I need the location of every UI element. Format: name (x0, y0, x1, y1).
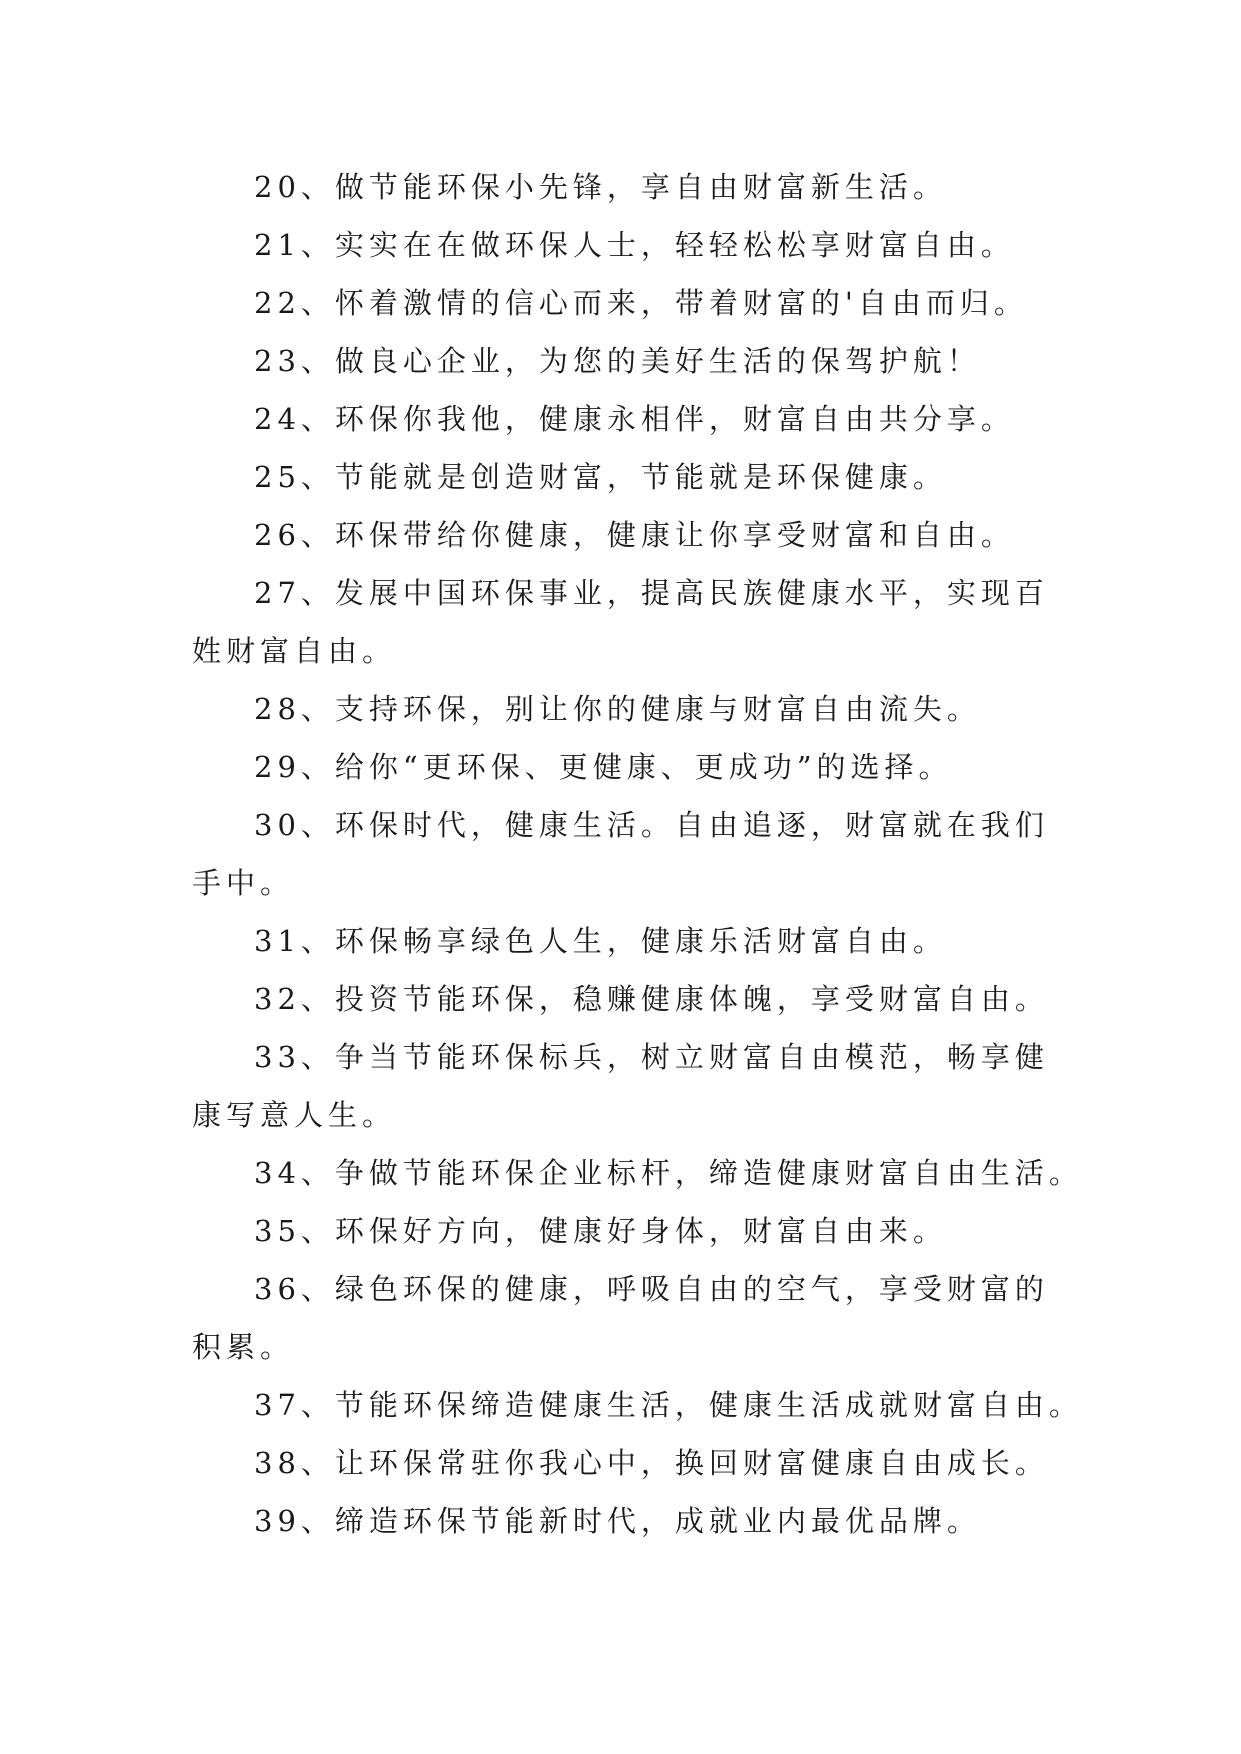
slogan-33: 33、争当节能环保标兵，树立财富自由模范，畅享健康写意人生。 (192, 1040, 1049, 1132)
slogan-21: 21、实实在在做环保人士，轻轻松松享财富自由。 (254, 228, 1015, 262)
slogan-36: 36、绿色环保的健康，呼吸自由的空气，享受财富的积累。 (192, 1272, 1049, 1364)
slogan-32: 32、投资节能环保，稳赚健康体魄，享受财富自由。 (254, 982, 1049, 1016)
slogan-24: 24、环保你我他，健康永相伴，财富自由共分享。 (254, 402, 1015, 436)
slogan-25: 25、节能就是创造财富，节能就是环保健康。 (254, 460, 947, 494)
slogan-31: 31、环保畅享绿色人生，健康乐活财富自由。 (254, 924, 947, 958)
slogan-39: 39、缔造环保节能新时代，成就业内最优品牌。 (254, 1504, 981, 1538)
slogan-22: 22、怀着激情的信心而来，带着财富的'自由而归。 (254, 286, 1028, 320)
slogan-35: 35、环保好方向，健康好身体，财富自由来。 (254, 1214, 947, 1248)
slogan-38: 38、让环保常驻你我心中，换回财富健康自由成长。 (254, 1446, 1049, 1480)
slogan-28: 28、支持环保，别让你的健康与财富自由流失。 (254, 692, 981, 726)
slogan-34: 34、争做节能环保企业标杆，缔造健康财富自由生活。 (254, 1156, 1083, 1190)
slogan-29: 29、给你“更环保、更健康、更成功”的选择。 (254, 750, 953, 784)
slogan-27: 27、发展中国环保事业，提高民族健康水平，实现百姓财富自由。 (192, 576, 1049, 668)
slogan-30: 30、环保时代，健康生活。自由追逐，财富就在我们手中。 (192, 808, 1049, 900)
slogan-37: 37、节能环保缔造健康生活，健康生活成就财富自由。 (254, 1388, 1083, 1422)
slogan-26: 26、环保带给你健康，健康让你享受财富和自由。 (254, 518, 1015, 552)
slogan-23: 23、做良心企业，为您的美好生活的保驾护航！ (254, 344, 981, 378)
slogan-20: 20、做节能环保小先锋，享自由财富新生活。 (254, 170, 947, 204)
